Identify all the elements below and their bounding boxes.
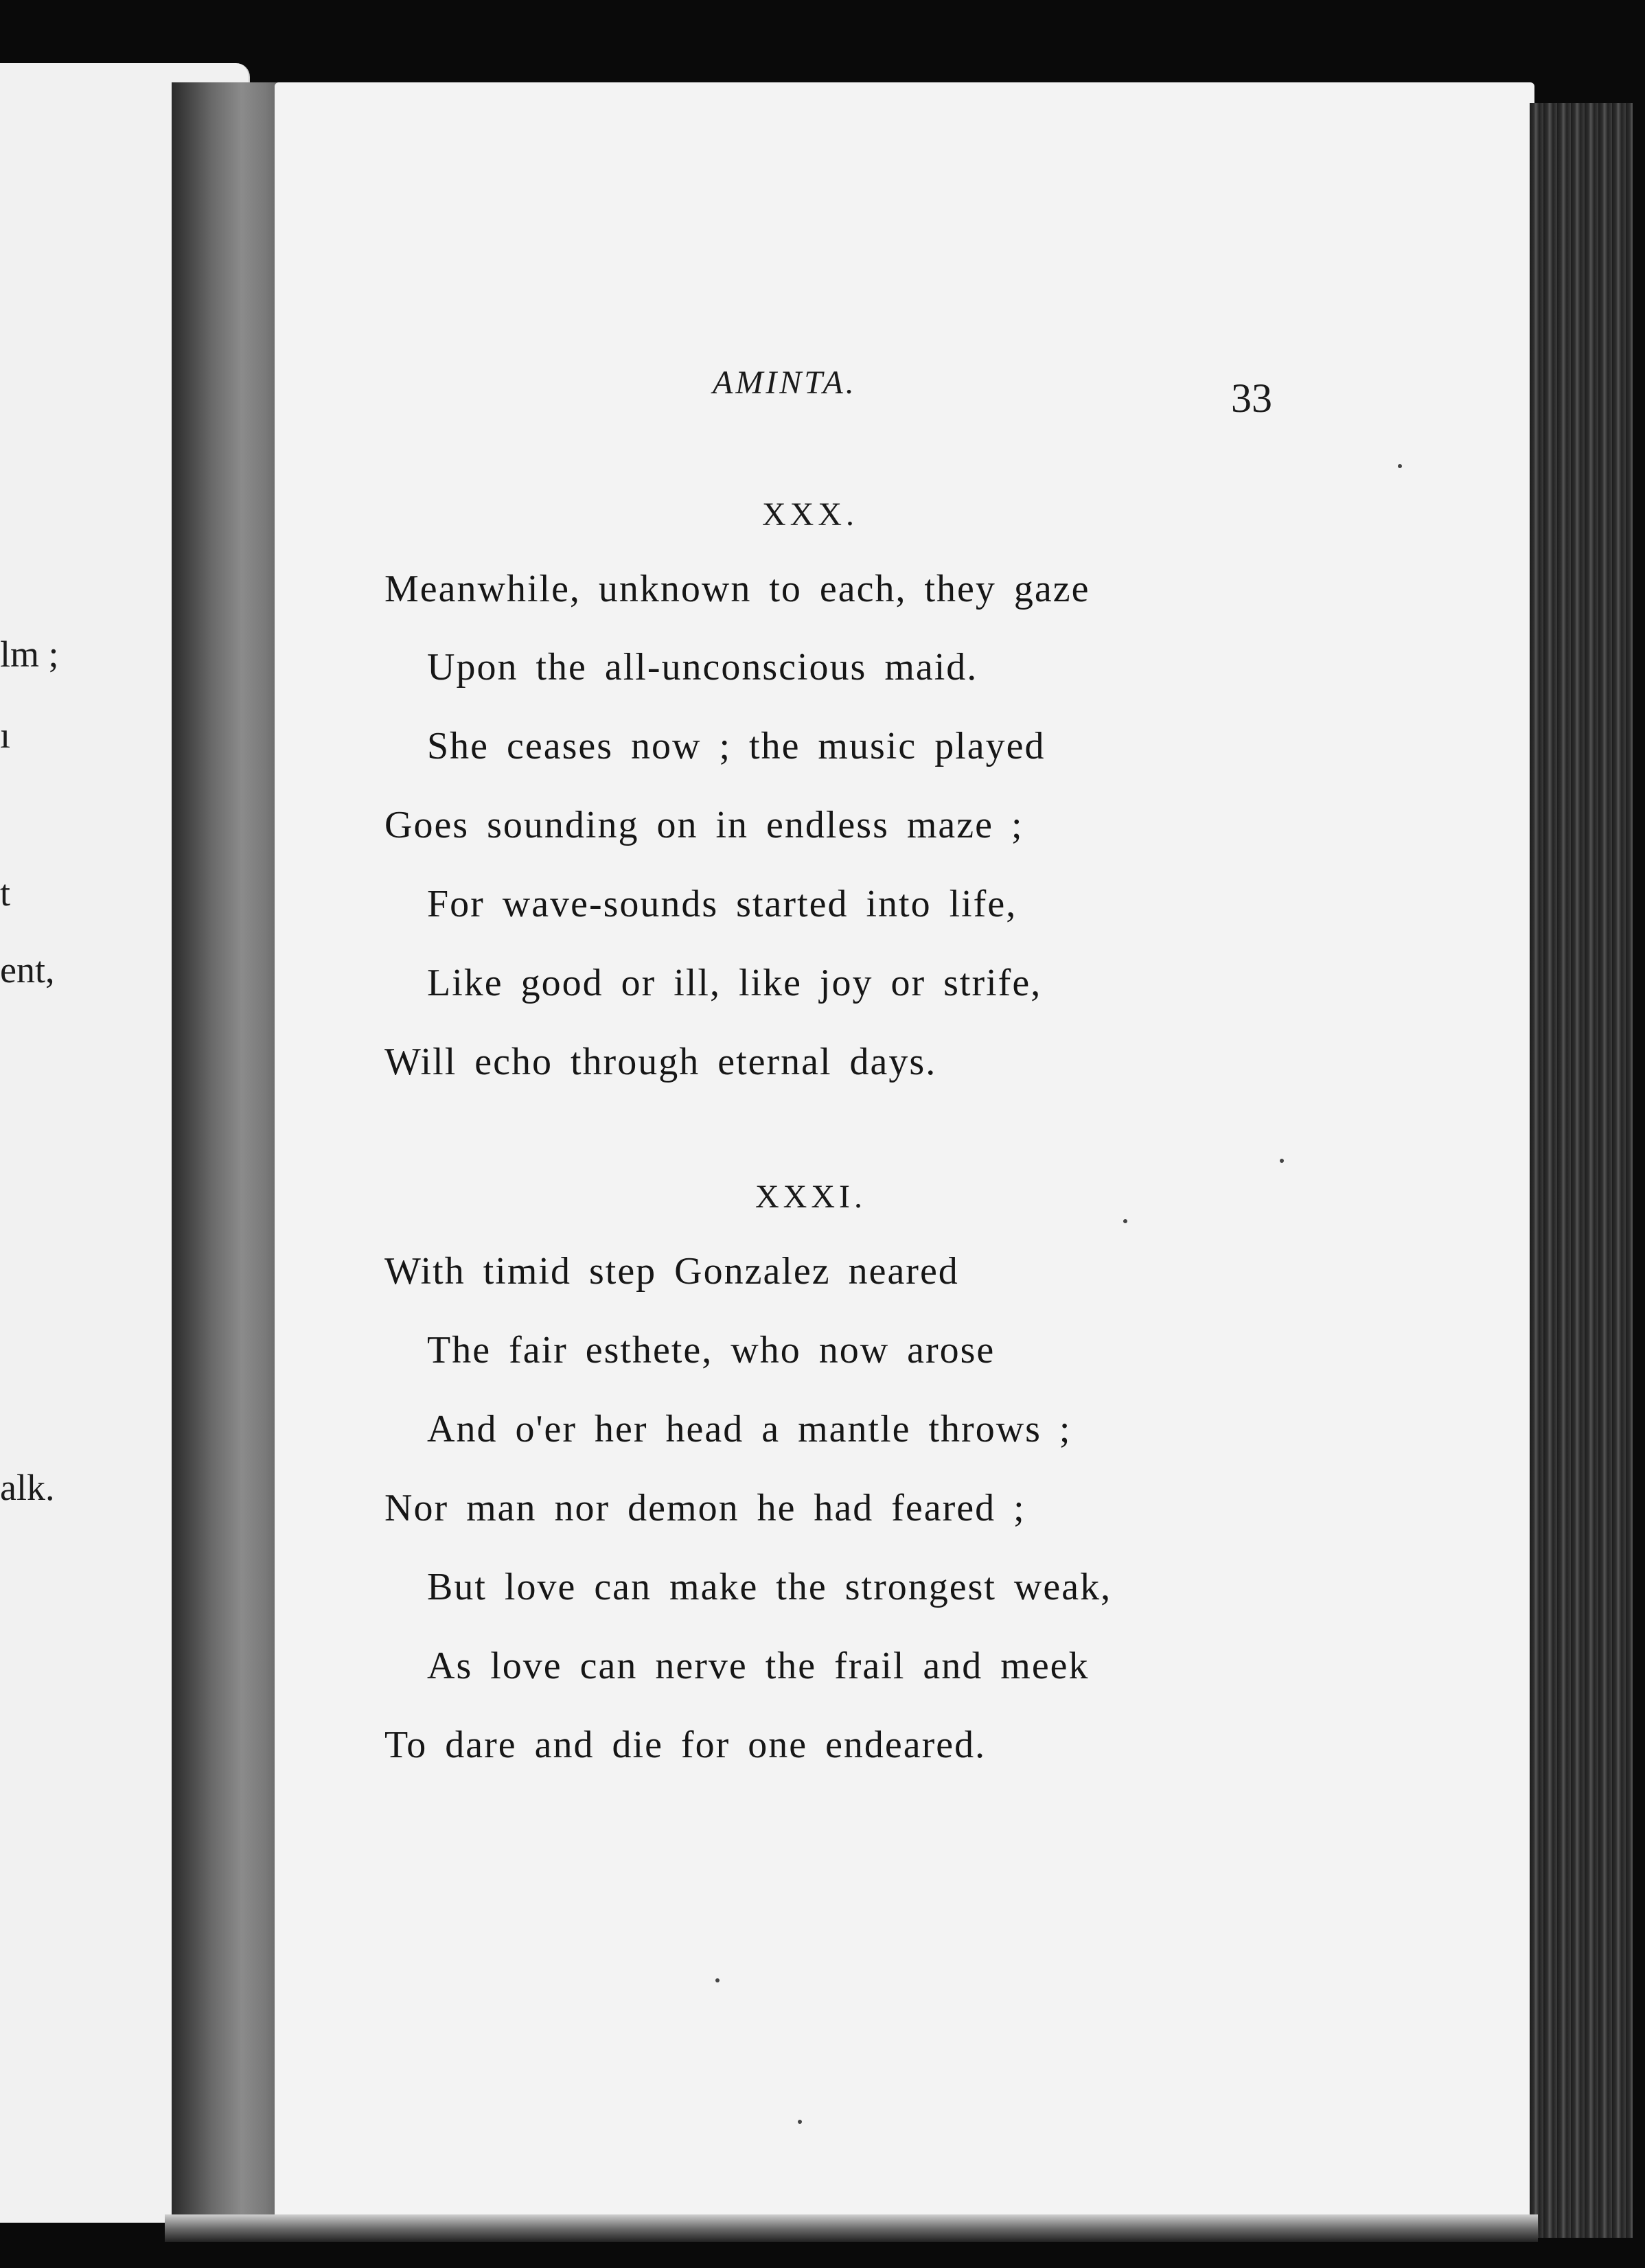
verse-line: But love can make the strongest weak, [427, 1566, 1112, 1608]
scan-speck [1280, 1159, 1284, 1163]
verse-line: Like good or ill, like joy or strife, [427, 962, 1042, 1004]
scan-speck [798, 2120, 802, 2124]
right-page [275, 82, 1534, 2223]
scan-speck [1123, 1219, 1127, 1223]
verse-line: She ceases now ; the music played [427, 725, 1046, 767]
page-bottom-edge [165, 2214, 1538, 2242]
verse-line: With timid step Gonzalez neared [384, 1250, 959, 1293]
verse-line: Will echo through eternal days. [384, 1041, 937, 1083]
scan-speck [1398, 464, 1402, 468]
verse-line: The fair esthete, who now arose [427, 1329, 996, 1372]
verse-line: And o'er her head a mantle throws ; [427, 1408, 1072, 1450]
page-number: 33 [1231, 375, 1272, 421]
running-head: AMINTA. [713, 364, 857, 401]
verse-line: Nor man nor demon he had feared ; [384, 1487, 1026, 1529]
verse-line: Meanwhile, unknown to each, they gaze [384, 568, 1090, 610]
stanza-number: XXXI. [755, 1179, 866, 1215]
book-gutter-shadow [172, 82, 288, 2224]
left-page-text-fragment: t [0, 872, 11, 914]
scan-speck [715, 1978, 720, 1982]
left-page-text-fragment: ı [0, 715, 11, 756]
verse-line: Upon the all-unconscious maid. [427, 646, 978, 688]
page-edges [1530, 103, 1633, 2238]
verse-line: As love can nerve the frail and meek [427, 1645, 1090, 1687]
verse-line: Goes sounding on in endless maze ; [384, 804, 1024, 846]
left-page-text-fragment: alk. [0, 1467, 55, 1508]
verse-line: To dare and die for one endeared. [384, 1724, 987, 1766]
left-page-text-fragment: ent, [0, 949, 55, 991]
verse-line: For wave-sounds started into life, [427, 883, 1017, 925]
left-page-text-fragment: lm ; [0, 634, 59, 675]
stanza-number: XXX. [762, 496, 858, 533]
